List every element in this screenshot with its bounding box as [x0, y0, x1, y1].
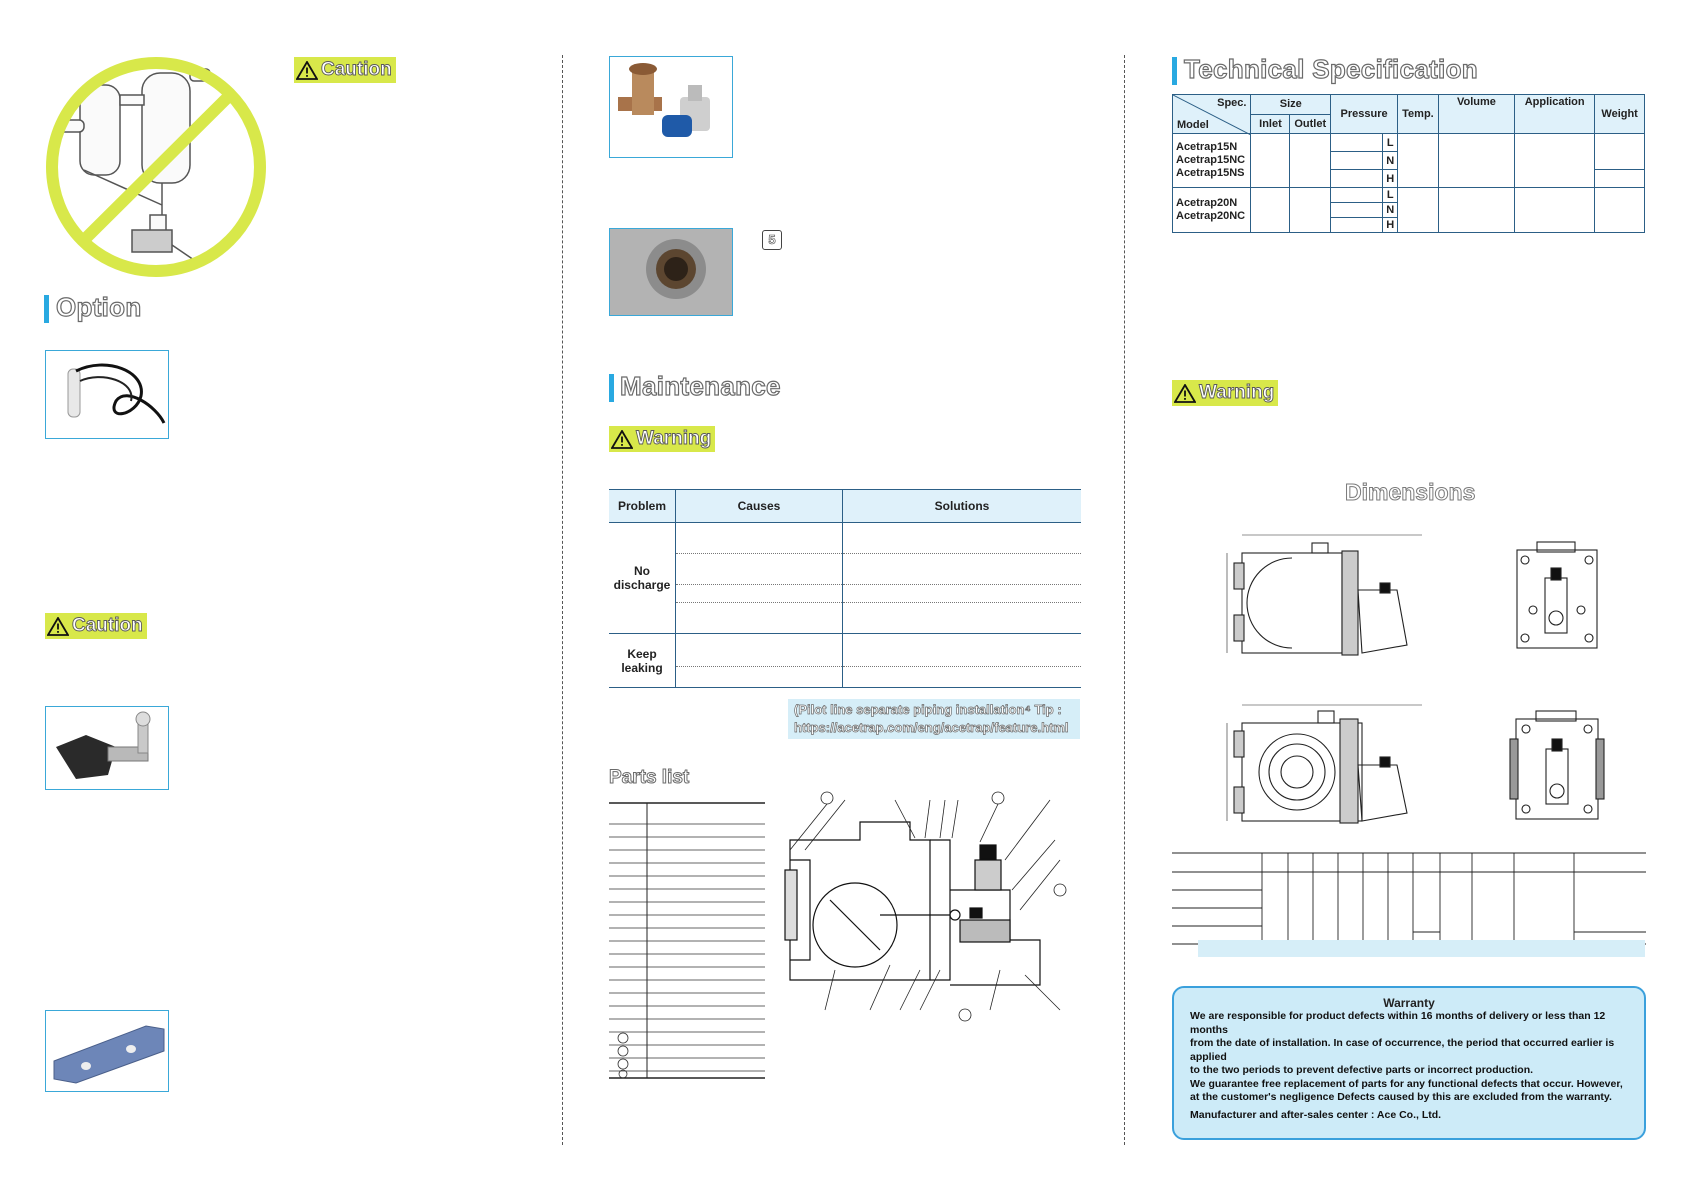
problem-row	[609, 634, 1081, 667]
solution-cell	[843, 585, 1082, 603]
warranty-line: Manufacturer and after-sales center : Ace Co., Ltd.	[1190, 1108, 1442, 1121]
pressure-level: L	[1383, 134, 1398, 152]
warranty-title: Warranty	[1383, 996, 1435, 1010]
caution-badge-top	[294, 57, 396, 83]
tech-spec-heading-bar	[1172, 57, 1177, 85]
spec-row	[1173, 188, 1645, 203]
cause-cell	[676, 554, 843, 585]
pressure-level: N	[1383, 203, 1398, 218]
spec-cell	[1251, 188, 1290, 233]
option-photo-strainer-valve	[45, 706, 169, 790]
col-outlet: Outlet	[1290, 114, 1331, 134]
spec-cell	[1290, 134, 1331, 188]
cause-cell	[676, 585, 843, 603]
problem-row	[609, 585, 1081, 603]
header-problem: Problem	[609, 490, 676, 523]
corner-top-label: Spec.	[1217, 97, 1247, 109]
spec-cell	[1331, 152, 1383, 170]
header-causes: Causes	[676, 490, 843, 523]
spec-cell	[1290, 188, 1331, 233]
warning-label: Warning	[636, 428, 712, 449]
spec-cell	[1251, 134, 1290, 188]
spec-models-20: Acetrap20N Acetrap20NC	[1173, 188, 1251, 233]
warning-triangle-icon	[47, 617, 69, 636]
spec-header-row	[1173, 95, 1645, 115]
spec-row	[1173, 134, 1645, 152]
maintenance-heading: Maintenance	[620, 371, 781, 401]
warranty-line: from the date of installation. In case of occurrence, the period that occurred earlier is applied	[1190, 1037, 1615, 1063]
problem-row	[609, 667, 1081, 688]
spec-corner-cell	[1173, 95, 1251, 134]
col-size: Size	[1251, 95, 1331, 115]
spec-table	[1172, 94, 1645, 233]
tech-spec-heading: Technical Specification	[1184, 54, 1478, 84]
photo-needle-valves	[609, 56, 733, 158]
spec-cell	[1515, 134, 1595, 188]
warning-triangle-icon	[1174, 384, 1196, 403]
photo-threaded-port	[609, 228, 733, 316]
step-number: 5	[768, 232, 776, 247]
option-heading: Option	[56, 292, 142, 322]
dimensions-heading: Dimensions	[1345, 479, 1476, 505]
cause-cell	[676, 634, 843, 667]
caution-label: Caution	[321, 59, 392, 80]
cause-cell	[676, 603, 843, 634]
col-pressure: Pressure	[1331, 95, 1398, 134]
spec-cell	[1331, 170, 1383, 188]
col-volume: Volume	[1438, 95, 1514, 134]
option-photo-sensor-cable	[45, 350, 169, 439]
prohibited-installation-illustration	[44, 55, 269, 280]
option-heading-bar	[44, 295, 49, 323]
step-number-badge	[762, 230, 782, 250]
warranty-line: at the customer's negligence Defects caused by this are excluded from the warranty.	[1190, 1091, 1612, 1103]
problem-row	[609, 523, 1081, 554]
tip-line-1: (Pilot line separate piping installation⁴ Tip :	[794, 702, 1062, 717]
pressure-level: N	[1383, 152, 1398, 170]
pressure-level: H	[1383, 218, 1398, 233]
spec-cell	[1438, 188, 1514, 233]
col-inlet: Inlet	[1251, 114, 1290, 134]
troubleshooting-table	[609, 489, 1081, 688]
spec-cell	[1438, 134, 1514, 188]
panel-divider-left	[562, 55, 563, 1145]
troubleshooting-header-row	[609, 490, 1081, 523]
pressure-level: H	[1383, 170, 1398, 188]
problem-no-discharge: No discharge	[609, 523, 676, 634]
problem-row	[609, 554, 1081, 585]
spec-cell	[1398, 188, 1439, 233]
pilot-line-tip	[788, 699, 1080, 739]
solution-cell	[843, 523, 1082, 554]
spec-cell	[1595, 188, 1645, 233]
col-application: Application	[1515, 95, 1595, 134]
warranty-line: to the two periods to prevent defective parts or incorrect production.	[1190, 1064, 1534, 1076]
col-temp: Temp.	[1398, 95, 1439, 134]
spec-cell	[1331, 188, 1383, 203]
spec-cell	[1331, 218, 1383, 233]
solution-cell	[843, 554, 1082, 585]
problem-row	[609, 603, 1081, 634]
warranty-body	[1174, 1010, 1644, 1122]
solution-cell	[843, 634, 1082, 667]
warning-label: Warning	[1199, 382, 1275, 403]
tip-link[interactable]: https://acetrap.com/eng/acetrap/feature.html	[794, 720, 1069, 735]
corner-bottom-label: Model	[1177, 119, 1209, 131]
warning-triangle-icon	[296, 61, 318, 80]
caution-label: Caution	[72, 615, 143, 636]
warning-badge-middle	[609, 426, 715, 452]
warranty-line: We are responsible for product defects within 16 months of delivery or less than 12 months	[1190, 1010, 1606, 1036]
dimensions-note-bar	[1198, 940, 1645, 957]
dimension-drawing-side-15	[1515, 538, 1600, 650]
parts-list-table	[609, 802, 765, 1080]
option-photo-bracket	[45, 1010, 169, 1092]
parts-list-heading: Parts list	[609, 767, 690, 788]
dimension-drawing-side-20	[1508, 705, 1606, 821]
cross-section-drawing	[780, 790, 1070, 1030]
warranty-line: We guarantee free replacement of parts for any functional defects that occur. However,	[1190, 1077, 1623, 1090]
spec-cell	[1595, 170, 1645, 188]
dimension-drawing-front-20	[1222, 695, 1422, 830]
cause-cell	[676, 667, 843, 688]
warning-triangle-icon	[611, 430, 633, 449]
spec-cell	[1331, 134, 1383, 152]
panel-divider-right	[1124, 55, 1125, 1145]
solution-cell	[843, 667, 1082, 688]
problem-keep-leaking: Keep leaking	[609, 634, 676, 688]
spec-cell	[1515, 188, 1595, 233]
spec-cell	[1398, 134, 1439, 188]
pressure-level: L	[1383, 188, 1398, 203]
caution-badge-mid	[45, 613, 147, 639]
maintenance-heading-bar	[609, 374, 614, 402]
header-solutions: Solutions	[843, 490, 1082, 523]
spec-cell	[1595, 134, 1645, 170]
warning-badge-right	[1172, 380, 1278, 406]
warranty-box	[1172, 986, 1646, 1140]
spec-cell	[1331, 203, 1383, 218]
cause-cell	[676, 523, 843, 554]
spec-models-15: Acetrap15N Acetrap15NC Acetrap15NS	[1173, 134, 1251, 188]
solution-cell	[843, 603, 1082, 634]
col-weight: Weight	[1595, 95, 1645, 134]
dimension-drawing-front-15	[1222, 525, 1422, 665]
